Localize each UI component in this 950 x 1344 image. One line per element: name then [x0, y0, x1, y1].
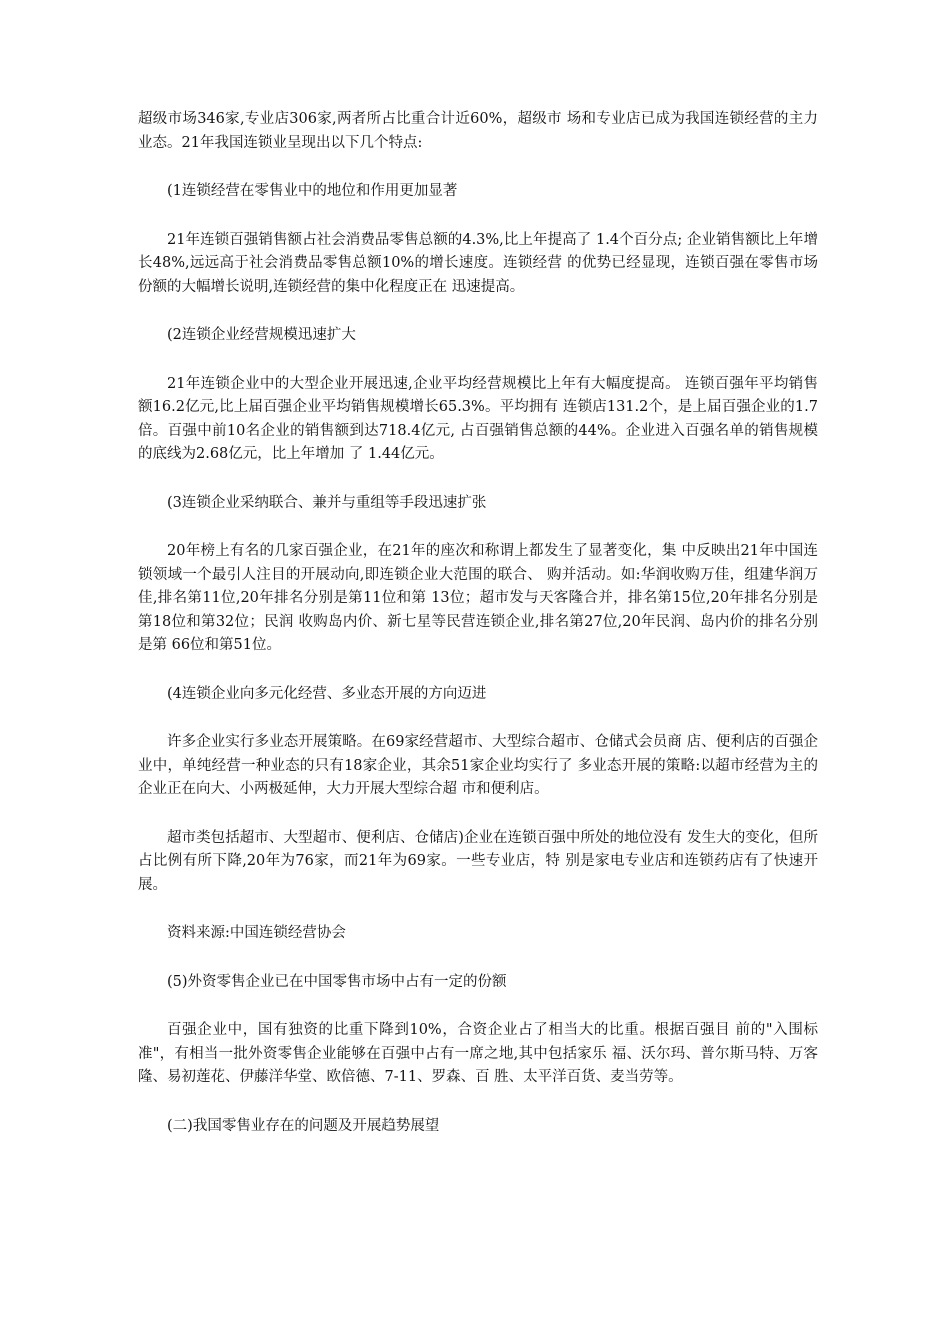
heading-2: (2连锁企业经营规模迅速扩大	[167, 327, 356, 343]
heading-1: (1连锁经营在零售业中的地位和作用更加显著	[167, 183, 458, 199]
paragraph-3: 20年榜上有名的几家百强企业，在21年的座次和称谓上都发生了显著变化，集 中反映出21年中国连锁领域一个最引人注目的开展动向,即连锁企业大范围的联合、 购并活动。如:华润收购万佳，组建华润万佳,排名第11位,20年排名分别是第11位和第 13位；超市发与天客隆合并，排名第15位,20年排名分别是第18位和第32位；民润 收购岛内价、新七星等民营连锁企业,排名第27位,20年民润、岛内价的排名分别是第 66位和第51位。	[138, 543, 818, 653]
heading-3: (3连锁企业采纳联合、兼并与重组等手段迅速扩张	[167, 494, 487, 511]
paragraph-4: 许多企业实行多业态开展策略。在69家经营超市、大型综合超市、仓储式会员商 店、便利店的百强企业中，单纯经营一种业态的只有18家企业，其余51家企业均实行了 多业态开展的策略:以超市经营为主的企业正在向大、小两极延伸，大力开展大型综合超 市和便利店。	[138, 734, 818, 797]
paragraph-intro: 超级市场346家,专业店306家,两者所占比重合计近60%，超级市 场和专业店已成为我国连锁经营的主力业态。21年我国连锁业呈现出以下几个特点:	[138, 111, 818, 151]
section-heading-2: (二)我国零售业存在的问题及开展趋势展望	[167, 1117, 440, 1134]
heading-5: (5)外资零售企业已在中国零售市场中占有一定的份额	[167, 973, 507, 990]
paragraph-6: 百强企业中，国有独资的比重下降到10%，合资企业占了相当大的比重。根据百强目 前的"入围标准"，有相当一批外资零售企业能够在百强中占有一席之地,其中包括家乐 福、沃尔玛、普尔斯马特、万客隆、易初莲花、伊藤洋华堂、欧倍德、7-11、罗森、百 胜、太平洋百货、麦当劳等。	[138, 1022, 818, 1085]
paragraph-1: 21年连锁百强销售额占社会消费品零售总额的4.3%,比上年提高了 1.4个百分点; 企业销售额比上年增长48%,远远高于社会消费品零售总额10%的增长速度。连锁经营 的优势已经显现，连锁百强在零售市场份额的大幅增长说明,连锁经营的集中化程度正在 迅速提高。	[138, 231, 818, 295]
heading-4: (4连锁企业向多元化经营、多业态开展的方向迈进	[167, 685, 487, 702]
document-page	[138, 108, 818, 1138]
paragraph-5: 超市类包括超市、大型超市、便利店、仓储店)企业在连锁百强中所处的地位没有 发生大的变化，但所占比例有所下降,20年为76家，而21年为69家。一些专业店，特 别是家电专业店和连锁药店有了快速开展。	[138, 829, 818, 893]
paragraph-2: 21年连锁企业中的大型企业开展迅速,企业平均经营规模比上年有大幅度提高。 连锁百强年平均销售额16.2亿元,比上届百强企业平均销售规模增长65.3%。平均拥有 连锁店131.2个，是上届百强企业的1.7倍。百强中前10名企业的销售额到达718.4亿元, 占百强销售总额的44%。企业进入百强名单的销售规模的底线为2.68亿元，比上年增加 了 1.44亿元。	[138, 375, 818, 462]
source-note: 资料来源:中国连锁经营协会	[167, 925, 346, 941]
